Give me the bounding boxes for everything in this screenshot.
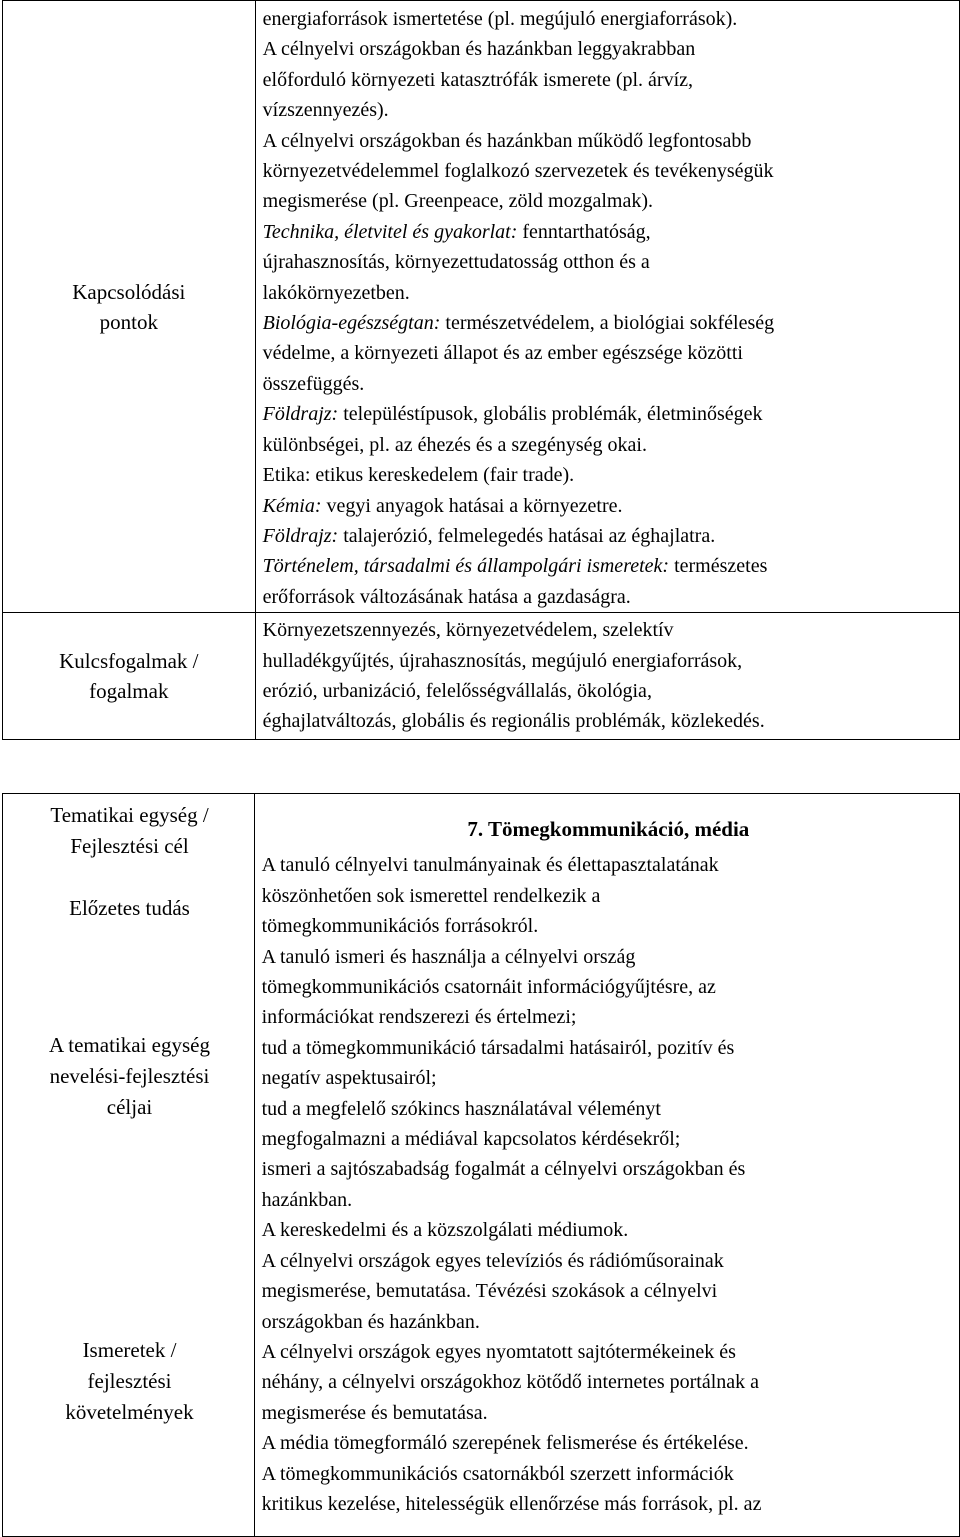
text-line: megismerése és bemutatása. (261, 1401, 488, 1424)
text-line: A célnyelvi országok egyes nyomtatott sajtótermékeinek és (261, 1340, 736, 1363)
unit-label-line: Fejlesztési cél (70, 834, 189, 858)
requirements-label-line: követelmények (65, 1400, 194, 1424)
keywords-label-line: Kulcsfogalmak / (59, 648, 199, 673)
text-line: megismerése, bemutatása. Tévézési szokások a célnyelvi (261, 1280, 718, 1303)
link-text: természetvédelem, a biológiai sokféleség (440, 312, 775, 335)
requirements-label-line: fejlesztési (87, 1369, 172, 1393)
unit-content (254, 794, 959, 1537)
link-text: településtípusok, globális problémák, életminőségek (338, 403, 763, 426)
subject-name: Technika, életvitel és gyakorlat: (262, 220, 518, 243)
text-line: megfogalmazni a médiával kapcsolatos kérdésekről; (261, 1128, 681, 1151)
text-line: tud a tömegkommunikáció társadalmi hatásairól, pozitív és (261, 1036, 735, 1059)
link-text: fenntarthatóság, (517, 220, 651, 243)
link-item (263, 399, 955, 429)
text-line: információkat rendszerezi és értelmezi; (261, 1006, 577, 1029)
text-line: hulladékgyűjtés, újrahasznosítás, megújuló energiaforrások, (262, 649, 743, 672)
link-text: Etika: etikus kereskedelem (fair trade). (262, 464, 575, 487)
connections-label-line: Kapcsolódási (72, 279, 186, 304)
text-line: A tanuló célnyelvi tanulmányainak és élettapasztalatának (261, 854, 719, 877)
text-line: megismerése (pl. Greenpeace, zöld mozgalmak). (262, 190, 654, 213)
link-item (263, 491, 955, 521)
text-line: Környezetszennyezés, környezetvédelem, szelektív (262, 619, 674, 642)
text-line: vízszennyezés). (262, 99, 389, 122)
text-line: lakókörnyezetben. (262, 281, 410, 304)
subject-name: Földrajz: (262, 524, 339, 547)
text-line: környezetvédelemmel foglalkozó szervezetek és tevékenységük (262, 160, 774, 183)
connections-content (255, 1, 959, 613)
connections-label-cell (3, 1, 256, 613)
text-line: éghajlatváltozás, globális és regionális problémák, közlekedés. (262, 710, 765, 733)
goals-label-line: nevelési-fejlesztési (49, 1064, 210, 1088)
connections-label (3, 277, 255, 337)
text-line: tömegkommunikációs forrásokról. (261, 915, 539, 938)
goals-label-line: A tematikai egység (49, 1033, 210, 1057)
text-line: védelme, a környezeti állapot és az ember egészsége közötti (262, 342, 743, 365)
text-line: előforduló környezeti katasztrófák ismerete (pl. árvíz, (262, 68, 694, 91)
link-item (263, 308, 955, 338)
text-line: országokban és hazánkban. (261, 1310, 480, 1333)
text-line: újrahasznosítás, környezettudatosság otthon és a (262, 251, 650, 274)
text-line: hazánkban. (261, 1188, 353, 1211)
curriculum-table-1 (2, 0, 960, 740)
text-line: A célnyelvi országokban és hazánkban működő legfontosabb (262, 129, 752, 152)
keywords-label-line: fogalmak (89, 678, 169, 703)
text-line: erózió, urbanizáció, felelősségvállalás, ökológia, (262, 679, 652, 702)
text-line: erőforrások változásának hatása a gazdaságra. (262, 585, 631, 608)
requirements-label-line: Ismeretek / (82, 1338, 177, 1362)
unit-label (3, 800, 256, 862)
text-line: tud a megfelelő szókincs használatával véleményt (261, 1097, 661, 1120)
text-line: A kereskedelmi és a közszolgálati médiumok. (261, 1219, 629, 1242)
subject-name: Biológia-egészségtan: (262, 312, 441, 335)
text-line: A média tömegformáló szerepének felismerése és értékelése. (261, 1432, 749, 1455)
link-item (263, 521, 955, 551)
text-line: összefüggés. (262, 372, 365, 395)
keywords-label (3, 646, 255, 706)
text-line: kritikus kezelése, hitelességük ellenőrzése más források, pl. az (261, 1492, 762, 1515)
goals-label-line: céljai (106, 1095, 153, 1119)
text-line: köszönhetően sok ismerettel rendelkezik a (261, 884, 601, 907)
text-line: ismeri a sajtószabadság fogalmát a célnyelvi országokban és (261, 1158, 746, 1181)
text-line: A célnyelvi országokban és hazánkban leggyakrabban (262, 38, 696, 61)
link-item (263, 551, 955, 581)
keywords-label-cell (3, 613, 256, 740)
text-line: tömegkommunikációs csatornáit információgyűjtésre, az (261, 976, 716, 999)
link-text: talajerózió, felmelegedés hatásai az éghajlatra. (338, 524, 716, 547)
text-line: energiaforrások ismertetése (pl. megújuló energiaforrások). (262, 8, 738, 30)
prior-knowledge-label (3, 893, 256, 924)
text-line: néhány, a célnyelvi országokhoz kötődő internetes portálnak a (261, 1371, 760, 1394)
text-line: A tanuló ismeri és használja a célnyelvi ország (261, 945, 636, 968)
link-text: vegyi anyagok hatásai a környezetre. (321, 494, 623, 517)
link-item (263, 460, 955, 490)
link-text: természetes (669, 555, 768, 578)
text-line: különbségei, pl. az éhezés és a szegénység okai. (262, 433, 647, 456)
goals-label (3, 1030, 256, 1123)
keywords-content (255, 613, 959, 740)
curriculum-table-2 (2, 793, 960, 1537)
requirements-label (3, 1335, 256, 1428)
link-item (263, 217, 955, 247)
labels-cell (3, 794, 255, 1537)
prior-label-line: Előzetes tudás (69, 896, 190, 920)
text-line: A tömegkommunikációs csatornákból szerzett információk (261, 1462, 734, 1485)
connections-label-line: pontok (99, 309, 158, 334)
unit-title: 7. Tömegkommunikáció, média (467, 817, 750, 841)
subject-name: Földrajz: (262, 403, 339, 426)
subject-name: Kémia: (262, 494, 322, 517)
unit-label-line: Tematikai egység / (50, 803, 209, 827)
text-line: A célnyelvi országok egyes televíziós és rádióműsorainak (261, 1249, 724, 1272)
text-line: negatív aspektusairól; (261, 1067, 437, 1090)
subject-name: Történelem, társadalmi és állampolgári ismeretek: (262, 555, 670, 578)
